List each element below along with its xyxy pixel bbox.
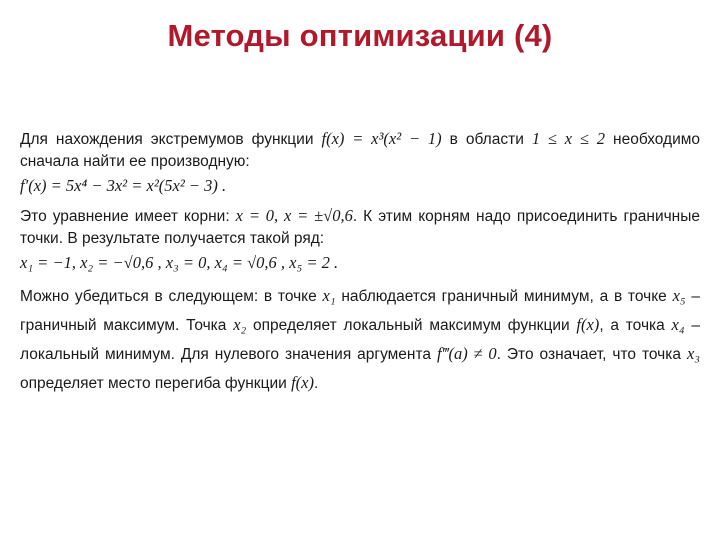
conclusion-text-9: . — [314, 375, 319, 392]
function-fx: f(x) — [576, 315, 600, 334]
intro-text-2: в области — [449, 131, 524, 148]
point-x2: x₂ — [233, 315, 247, 334]
roots-text: Это уравнение имеет корни: — [20, 208, 230, 225]
intro-text: Для нахождения экстремумов функции — [20, 131, 314, 148]
function-fx-2: f(x) — [291, 373, 314, 392]
points-series: x₁ = −1, x₂ = −√0,6 , x₃ = 0, x₄ = √0,6 , x₅ = 2 . — [20, 253, 339, 272]
conclusion-text-6: – локальный минимум. Для нулевого значения аргумента — [20, 317, 700, 363]
conclusion-text-2: наблюдается граничный минимум, а в точке — [341, 288, 667, 305]
third-derivative-condition: f‴(a) ≠ 0 — [437, 344, 497, 363]
paragraph-roots — [20, 205, 700, 250]
conclusion-text-1: Можно убедиться в следующем: в точке — [20, 288, 317, 305]
paragraph-intro — [20, 128, 700, 173]
point-x4: x₄ — [671, 315, 685, 334]
point-x3: x₃ — [686, 344, 701, 363]
point-x5: x₅ — [672, 286, 686, 305]
roots-formula: x = 0, x = ±√0,6 — [235, 206, 353, 225]
domain-inequality: 1 ≤ x ≤ 2 — [531, 129, 606, 148]
intro-text-3: необходимо сначала найти ее производную: — [20, 131, 701, 170]
conclusion-text-3: – граничный максимум. Точка — [20, 288, 701, 334]
function-definition: f(x) = x³(x² − 1) — [321, 129, 442, 148]
derivative-formula: f′(x) = 5x⁴ − 3x² = x²(5x² − 3) . — [20, 176, 227, 195]
conclusion-text-4: определяет локальный максимум функции — [253, 317, 570, 334]
roots-text-2: . К этим корням надо присоединить граничные точки. В результате получается такой ряд: — [20, 208, 700, 247]
point-x1: x₁ — [322, 286, 336, 305]
conclusion-text-8: определяет место перегиба функции — [20, 375, 287, 392]
slide-title: Методы оптимизации (4) — [167, 18, 553, 53]
conclusion-text-5: , а точка — [599, 317, 665, 334]
slide-body — [20, 128, 700, 398]
paragraph-conclusion — [20, 282, 700, 398]
conclusion-text-7: . Это означает, что точка — [496, 346, 681, 363]
